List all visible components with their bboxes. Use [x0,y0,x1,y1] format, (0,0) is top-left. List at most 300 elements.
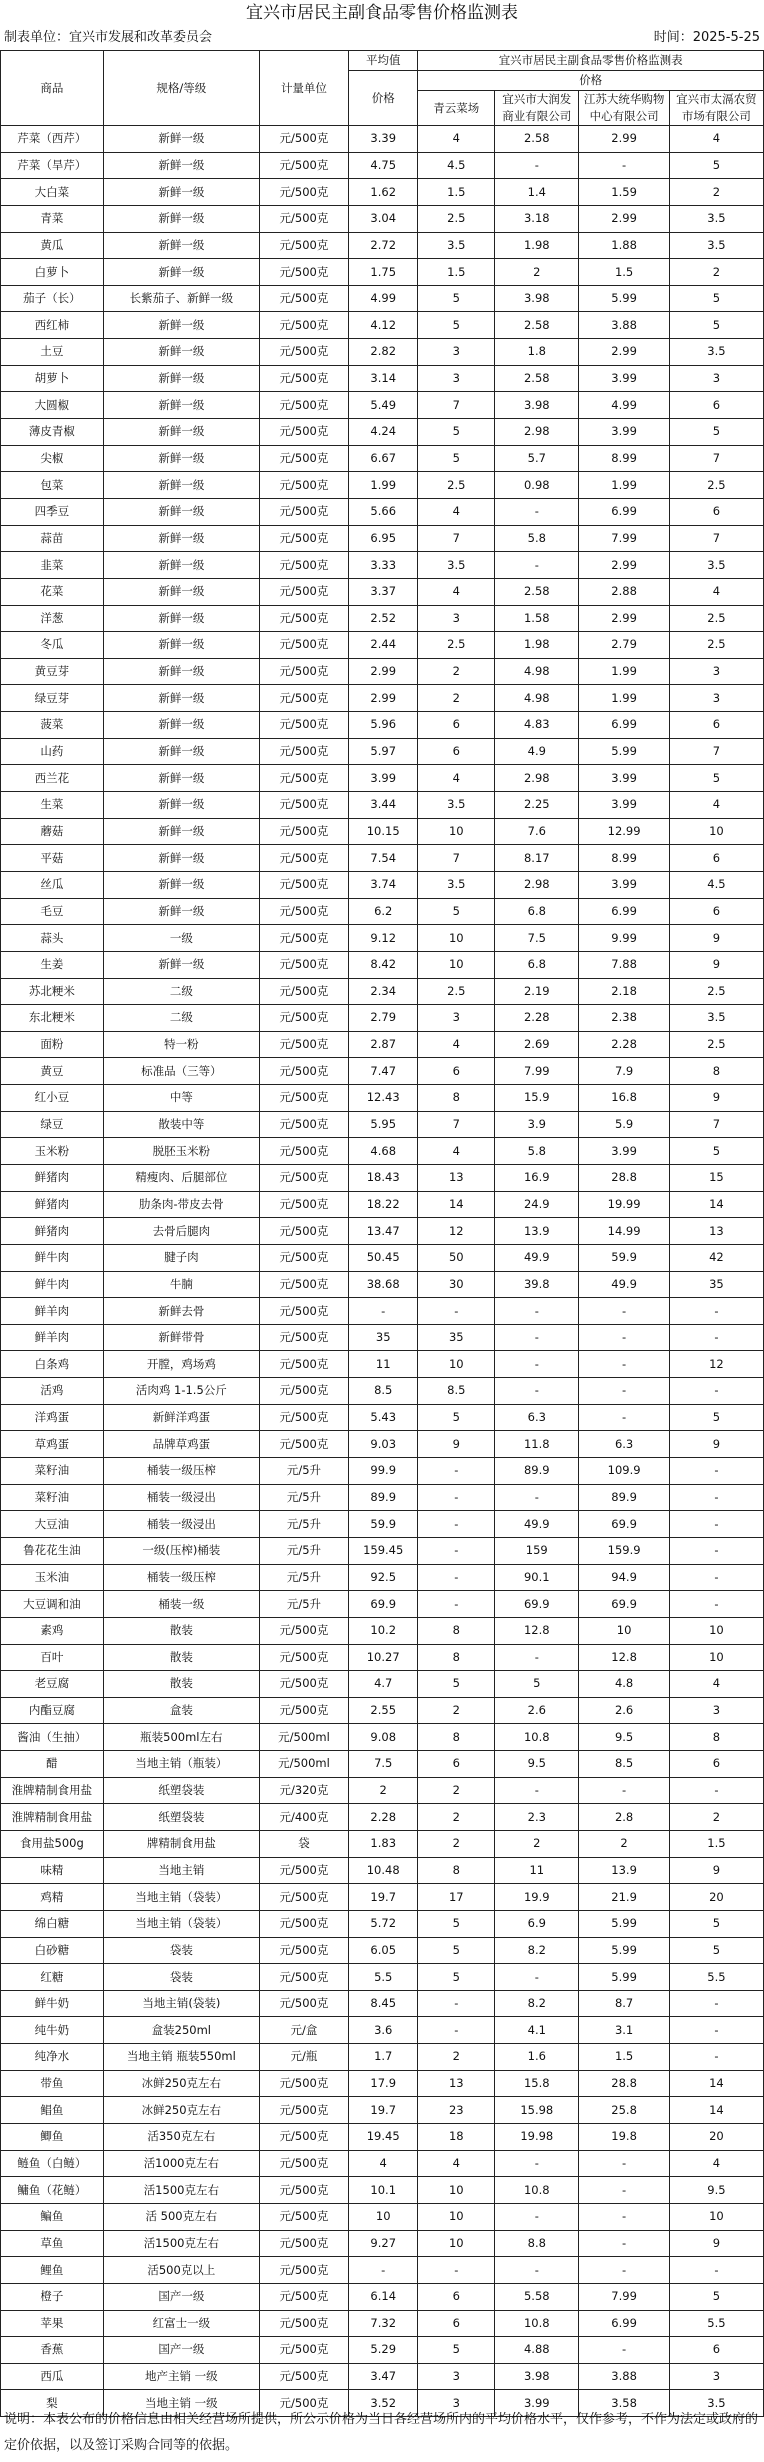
spec-cell: 新鲜一级 [103,392,259,419]
product-cell: 鸡精 [1,1884,104,1911]
datonghua-price-cell: - [579,2150,669,2177]
avg-price-cell: 4.99 [349,285,418,312]
qingyun-price-cell: 13 [418,1164,495,1191]
unit-cell: 元/500克 [259,2203,348,2230]
product-cell: 鲳鱼 [1,2097,104,2124]
unit-cell: 元/500克 [259,498,348,525]
spec-cell: 袋装 [103,1964,259,1991]
product-cell: 纯净水 [1,2044,104,2071]
spec-cell: 新鲜一级 [103,712,259,739]
taige-price-cell: 3.5 [669,205,763,232]
table-row [1,445,764,472]
report-date: 时间：2025-5-25 [653,30,760,45]
qingyun-price-cell: - [418,2017,495,2044]
spec-cell: 新鲜带骨 [103,1324,259,1351]
taige-price-cell: 4 [669,792,763,819]
datonghua-price-cell: 6.3 [579,1431,669,1458]
rtmart-price-cell: - [495,1298,579,1325]
product-cell: 茄子（长） [1,285,104,312]
spec-cell: 新鲜一级 [103,259,259,286]
spec-cell: 精瘦肉、后腿部位 [103,1164,259,1191]
rtmart-price-cell: 2 [495,259,579,286]
spec-cell: 一级(压榨)桶装 [103,1537,259,1564]
product-cell: 黄豆 [1,1058,104,1085]
avg-price-cell: 2.44 [349,632,418,659]
rtmart-price-cell: 1.4 [495,179,579,206]
table-row [1,2337,764,2364]
unit-cell: 元/5升 [259,1564,348,1591]
datonghua-price-cell: 2.99 [579,126,669,153]
spec-cell: 脱胚玉米粉 [103,1138,259,1165]
spec-cell: 纸塑袋装 [103,1804,259,1831]
taige-price-cell: - [669,1990,763,2017]
product-cell: 东北粳米 [1,1005,104,1032]
table-row [1,419,764,446]
product-cell: 芹菜（旱芹） [1,152,104,179]
spec-cell: 活肉鸡 1-1.5公斤 [103,1378,259,1405]
qingyun-price-cell: 12 [418,1218,495,1245]
qingyun-price-cell: 3.5 [418,232,495,259]
taige-price-cell: - [669,1777,763,1804]
avg-price-cell: 3.33 [349,552,418,579]
qingyun-price-cell: 6 [418,1058,495,1085]
unit-cell: 元/500克 [259,1671,348,1698]
product-cell: 生菜 [1,792,104,819]
qingyun-price-cell: 10 [418,951,495,978]
spec-cell: 二级 [103,978,259,1005]
taige-price-cell: 5.5 [669,2310,763,2337]
avg-price-cell: 9.27 [349,2230,418,2257]
unit-cell: 元/500克 [259,658,348,685]
spec-cell: 中等 [103,1085,259,1112]
datonghua-price-cell: 28.8 [579,2070,669,2097]
spec-cell: 新鲜一级 [103,205,259,232]
datonghua-price-cell: 3.99 [579,871,669,898]
spec-cell: 散装 [103,1644,259,1671]
avg-price-cell: 159.45 [349,1537,418,1564]
unit-cell: 元/500克 [259,259,348,286]
taige-price-cell: 3.5 [669,232,763,259]
datonghua-price-cell: - [579,2257,669,2284]
datonghua-price-cell: 1.59 [579,179,669,206]
table-row [1,1111,764,1138]
avg-price-cell: 2.34 [349,978,418,1005]
rtmart-price-cell: 8.2 [495,1937,579,1964]
datonghua-price-cell: 5.9 [579,1111,669,1138]
taige-price-cell: - [669,2044,763,2071]
datonghua-price-cell: 6.99 [579,712,669,739]
spec-cell: 新鲜一级 [103,445,259,472]
table-row [1,1031,764,1058]
rtmart-price-cell: - [495,1484,579,1511]
qingyun-price-cell: 10 [418,1351,495,1378]
taige-price-cell: 8 [669,1058,763,1085]
unit-cell: 元/500克 [259,1697,348,1724]
unit-cell: 元/500克 [259,1005,348,1032]
store-header-rtmart: 宜兴市大润发商业有限公司 [495,91,579,126]
qingyun-price-cell: - [418,1458,495,1485]
avg-price-cell: 35 [349,1324,418,1351]
unit-cell: 元/500克 [259,1431,348,1458]
rtmart-price-cell: 159 [495,1537,579,1564]
spec-cell: 标准品（三等） [103,1058,259,1085]
datonghua-price-cell: 7.99 [579,2283,669,2310]
table-row [1,845,764,872]
unit-cell: 元/500克 [259,1351,348,1378]
unit-cell: 元/500克 [259,1111,348,1138]
taige-price-cell: 3 [669,1697,763,1724]
product-cell: 鲜猪肉 [1,1164,104,1191]
avg-price-cell: 99.9 [349,1458,418,1485]
spec-cell: 新鲜一级 [103,818,259,845]
rtmart-price-cell: 8.17 [495,845,579,872]
qingyun-price-cell: 3.5 [418,552,495,579]
rtmart-price-cell: 2.98 [495,871,579,898]
datonghua-price-cell: 19.99 [579,1191,669,1218]
table-row [1,179,764,206]
product-cell: 菜籽油 [1,1484,104,1511]
unit-cell: 元/5升 [259,1511,348,1538]
rtmart-price-cell: 2.58 [495,578,579,605]
datonghua-price-cell: 5.99 [579,285,669,312]
spec-cell: 当地主销 [103,1857,259,1884]
qingyun-price-cell: 2.5 [418,632,495,659]
datonghua-price-cell: 69.9 [579,1591,669,1618]
datonghua-price-cell: 3.88 [579,2363,669,2390]
taige-price-cell: 3 [669,365,763,392]
rtmart-price-cell: 3.18 [495,205,579,232]
avg-price-cell: 69.9 [349,1591,418,1618]
unit-cell: 元/500克 [259,712,348,739]
avg-price-cell: 5.5 [349,1964,418,1991]
product-cell: 平菇 [1,845,104,872]
rtmart-price-cell: 12.8 [495,1617,579,1644]
taige-price-cell: 42 [669,1244,763,1271]
product-cell: 鳊鱼 [1,2203,104,2230]
taige-price-cell: 5.5 [669,1964,763,1991]
product-cell: 包菜 [1,472,104,499]
qingyun-price-cell: 4 [418,1138,495,1165]
spec-cell: 桶装一级浸出 [103,1484,259,1511]
datonghua-price-cell: 49.9 [579,1271,669,1298]
product-cell: 白砂糖 [1,1937,104,1964]
col-avg-header: 平均值 [349,51,418,71]
avg-price-cell: - [349,1298,418,1325]
compiler-unit: 制表单位：宜兴市发展和改革委员会 [4,30,213,45]
unit-cell: 元/500克 [259,578,348,605]
rtmart-price-cell: 5.58 [495,2283,579,2310]
rtmart-price-cell: 5.8 [495,1138,579,1165]
spec-cell: 当地主销 瓶装550ml [103,2044,259,2071]
table-row [1,2230,764,2257]
avg-price-cell: 2.87 [349,1031,418,1058]
unit-cell: 元/500克 [259,685,348,712]
avg-price-cell: 2.72 [349,232,418,259]
rtmart-price-cell: 49.9 [495,1244,579,1271]
unit-cell: 元/320克 [259,1777,348,1804]
taige-price-cell: 3 [669,685,763,712]
unit-cell: 元/500克 [259,2177,348,2204]
unit-cell: 元/500克 [259,1191,348,1218]
unit-cell: 元/500克 [259,179,348,206]
avg-price-cell: 18.22 [349,1191,418,1218]
product-cell: 醋 [1,1751,104,1778]
avg-price-cell: 3.14 [349,365,418,392]
table-row [1,2150,764,2177]
avg-price-cell: 3.37 [349,578,418,605]
spec-cell: 长紫茄子、新鲜一级 [103,285,259,312]
qingyun-price-cell: 4 [418,765,495,792]
unit-cell: 元/500克 [259,871,348,898]
taige-price-cell: - [669,1564,763,1591]
spec-cell: 新鲜一级 [103,419,259,446]
datonghua-price-cell: 10 [579,1617,669,1644]
rtmart-price-cell: 4.98 [495,658,579,685]
spec-cell: 新鲜一级 [103,658,259,685]
product-cell: 鲫鱼 [1,2124,104,2151]
unit-cell: 元/500克 [259,792,348,819]
taige-price-cell: - [669,1324,763,1351]
qingyun-price-cell: 5 [418,1671,495,1698]
spec-cell: 散装中等 [103,1111,259,1138]
spec-cell: 去骨后腿肉 [103,1218,259,1245]
datonghua-price-cell: - [579,1324,669,1351]
avg-price-cell: 8.42 [349,951,418,978]
datonghua-price-cell: 1.99 [579,685,669,712]
datonghua-price-cell: 59.9 [579,1244,669,1271]
qingyun-price-cell: 8 [418,1617,495,1644]
rtmart-price-cell: - [495,1964,579,1991]
taige-price-cell: 6 [669,498,763,525]
table-row [1,685,764,712]
table-row [1,2283,764,2310]
qingyun-price-cell: 5 [418,285,495,312]
table-row [1,1777,764,1804]
spec-cell: 新鲜一级 [103,898,259,925]
avg-price-cell: 17.9 [349,2070,418,2097]
datonghua-price-cell: 3.99 [579,419,669,446]
rtmart-price-cell: - [495,1777,579,1804]
rtmart-price-cell: 6.8 [495,951,579,978]
taige-price-cell: 9 [669,951,763,978]
rtmart-price-cell: 2.3 [495,1804,579,1831]
table-row [1,2017,764,2044]
page-title: 宜兴市居民主副食品零售价格监测表 [246,3,518,23]
unit-cell: 元/500克 [259,392,348,419]
rtmart-price-cell: 0.98 [495,472,579,499]
taige-price-cell: 5 [669,1937,763,1964]
qingyun-price-cell: 7 [418,392,495,419]
taige-price-cell: 9 [669,1431,763,1458]
product-cell: 大白菜 [1,179,104,206]
unit-cell: 元/500克 [259,818,348,845]
product-cell: 面粉 [1,1031,104,1058]
table-row [1,1484,764,1511]
taige-price-cell: - [669,1511,763,1538]
spec-cell: 腱子肉 [103,1244,259,1271]
datonghua-price-cell: 14.99 [579,1218,669,1245]
datonghua-price-cell: 13.9 [579,1857,669,1884]
datonghua-price-cell: 3.99 [579,765,669,792]
spec-cell: 当地主销(袋装) [103,1990,259,2017]
product-cell: 山药 [1,738,104,765]
rtmart-price-cell: 90.1 [495,1564,579,1591]
spec-cell: 冰鲜250克左右 [103,2097,259,2124]
taige-price-cell: 3.5 [669,552,763,579]
datonghua-price-cell: 2.99 [579,552,669,579]
table-row [1,2363,764,2390]
datonghua-price-cell: 4.99 [579,392,669,419]
table-row [1,126,764,153]
avg-price-cell: 1.75 [349,259,418,286]
unit-cell: 元/500克 [259,1138,348,1165]
taige-price-cell: 4 [669,126,763,153]
spec-cell: 地产主销 一级 [103,2363,259,2390]
table-row [1,1964,764,1991]
table-row [1,1591,764,1618]
spec-cell: 牌精制食用盐 [103,1831,259,1858]
avg-price-cell: 1.99 [349,472,418,499]
rtmart-price-cell: - [495,2257,579,2284]
datonghua-price-cell: - [579,152,669,179]
table-row [1,1990,764,2017]
rtmart-price-cell: 7.6 [495,818,579,845]
taige-price-cell: 3.5 [669,1005,763,1032]
datonghua-price-cell: - [579,1777,669,1804]
unit-cell: 元/500克 [259,1164,348,1191]
unit-cell: 元/500克 [259,2337,348,2364]
unit-cell: 元/500克 [259,2070,348,2097]
taige-price-cell: 4 [669,2150,763,2177]
unit-cell: 元/500克 [259,2230,348,2257]
table-row [1,765,764,792]
avg-price-cell: 18.43 [349,1164,418,1191]
qingyun-price-cell: 5 [418,1404,495,1431]
unit-cell: 元/5升 [259,1537,348,1564]
product-cell: 鲜猪肉 [1,1218,104,1245]
avg-price-cell: 10 [349,2203,418,2230]
qingyun-price-cell: - [418,1990,495,2017]
rtmart-price-cell: 10.8 [495,2310,579,2337]
spec-cell: 新鲜一级 [103,871,259,898]
avg-price-cell: 9.03 [349,1431,418,1458]
table-row [1,472,764,499]
unit-cell: 元/500ml [259,1724,348,1751]
product-cell: 淮牌精制食用盐 [1,1804,104,1831]
unit-cell: 袋 [259,1831,348,1858]
datonghua-price-cell: 94.9 [579,1564,669,1591]
product-cell: 酱油（生抽） [1,1724,104,1751]
avg-price-cell: 5.97 [349,738,418,765]
taige-price-cell: 6 [669,392,763,419]
spec-cell: 新鲜一级 [103,179,259,206]
rtmart-price-cell: - [495,1644,579,1671]
rtmart-price-cell: 15.8 [495,2070,579,2097]
rtmart-price-cell: 2.98 [495,765,579,792]
spec-cell: 新鲜洋鸡蛋 [103,1404,259,1431]
datonghua-price-cell: 1.99 [579,658,669,685]
spec-cell: 当地主销（袋装） [103,1884,259,1911]
product-cell: 白条鸡 [1,1351,104,1378]
datonghua-price-cell: 5.99 [579,1910,669,1937]
table-row [1,1164,764,1191]
qingyun-price-cell: 2 [418,1697,495,1724]
avg-price-cell: 4.12 [349,312,418,339]
table-row [1,951,764,978]
footnote: 说明：本表公布的价格信息由相关经营场所提供，所公示价格为当日各经营场所内的平均价格水平，仅作参考，不作为法定或政府的定价依据，以及签订采购合同等的依据。 [4,2412,759,2453]
rtmart-price-cell: 2.6 [495,1697,579,1724]
spec-cell: 新鲜一级 [103,605,259,632]
taige-price-cell: - [669,1458,763,1485]
product-cell: 鲢鱼（白鲢） [1,2150,104,2177]
avg-price-cell: 6.14 [349,2283,418,2310]
unit-cell: 元/500克 [259,2257,348,2284]
unit-cell: 元/500克 [259,1298,348,1325]
product-cell: 鲜牛肉 [1,1271,104,1298]
unit-cell: 元/500克 [259,285,348,312]
avg-price-cell: 4.24 [349,419,418,446]
product-cell: 老豆腐 [1,1671,104,1698]
qingyun-price-cell: 4 [418,2150,495,2177]
table-row [1,871,764,898]
table-row [1,2203,764,2230]
table-row [1,2070,764,2097]
datonghua-price-cell: 2.8 [579,1804,669,1831]
spec-cell: 新鲜一级 [103,845,259,872]
product-cell: 红糖 [1,1964,104,1991]
unit-cell: 元/500克 [259,2150,348,2177]
qingyun-price-cell: 8 [418,1857,495,1884]
spec-cell: 新鲜一级 [103,738,259,765]
qingyun-price-cell: 13 [418,2070,495,2097]
avg-price-cell: 2 [349,1777,418,1804]
store-header-datonghua: 江苏大统华购物中心有限公司 [579,91,669,126]
table-row [1,1058,764,1085]
product-cell: 西兰花 [1,765,104,792]
table-row [1,1324,764,1351]
rtmart-price-cell: 6.8 [495,898,579,925]
table-row [1,658,764,685]
rtmart-price-cell: 3.9 [495,1111,579,1138]
datonghua-price-cell: 28.8 [579,1164,669,1191]
datonghua-price-cell: 2.99 [579,605,669,632]
qingyun-price-cell: 4 [418,498,495,525]
product-cell: 素鸡 [1,1617,104,1644]
datonghua-price-cell: 21.9 [579,1884,669,1911]
spec-cell: 国产一级 [103,2283,259,2310]
avg-price-cell: - [349,2257,418,2284]
product-cell: 蒜头 [1,925,104,952]
rtmart-price-cell: 1.6 [495,2044,579,2071]
product-cell: 百叶 [1,1644,104,1671]
datonghua-price-cell: 8.99 [579,445,669,472]
table-row [1,1218,764,1245]
table-row [1,1751,764,1778]
avg-price-cell: 11 [349,1351,418,1378]
spec-cell: 新鲜一级 [103,578,259,605]
datonghua-price-cell: 1.5 [579,2044,669,2071]
datonghua-price-cell: - [579,1404,669,1431]
qingyun-price-cell: 2 [418,685,495,712]
product-cell: 白萝卜 [1,259,104,286]
table-row [1,2044,764,2071]
unit-cell: 元/500克 [259,126,348,153]
product-cell: 绿豆芽 [1,685,104,712]
avg-price-cell: 50.45 [349,1244,418,1271]
product-cell: 玉米油 [1,1564,104,1591]
qingyun-price-cell: 10 [418,2203,495,2230]
spec-cell: 活 500克左右 [103,2203,259,2230]
